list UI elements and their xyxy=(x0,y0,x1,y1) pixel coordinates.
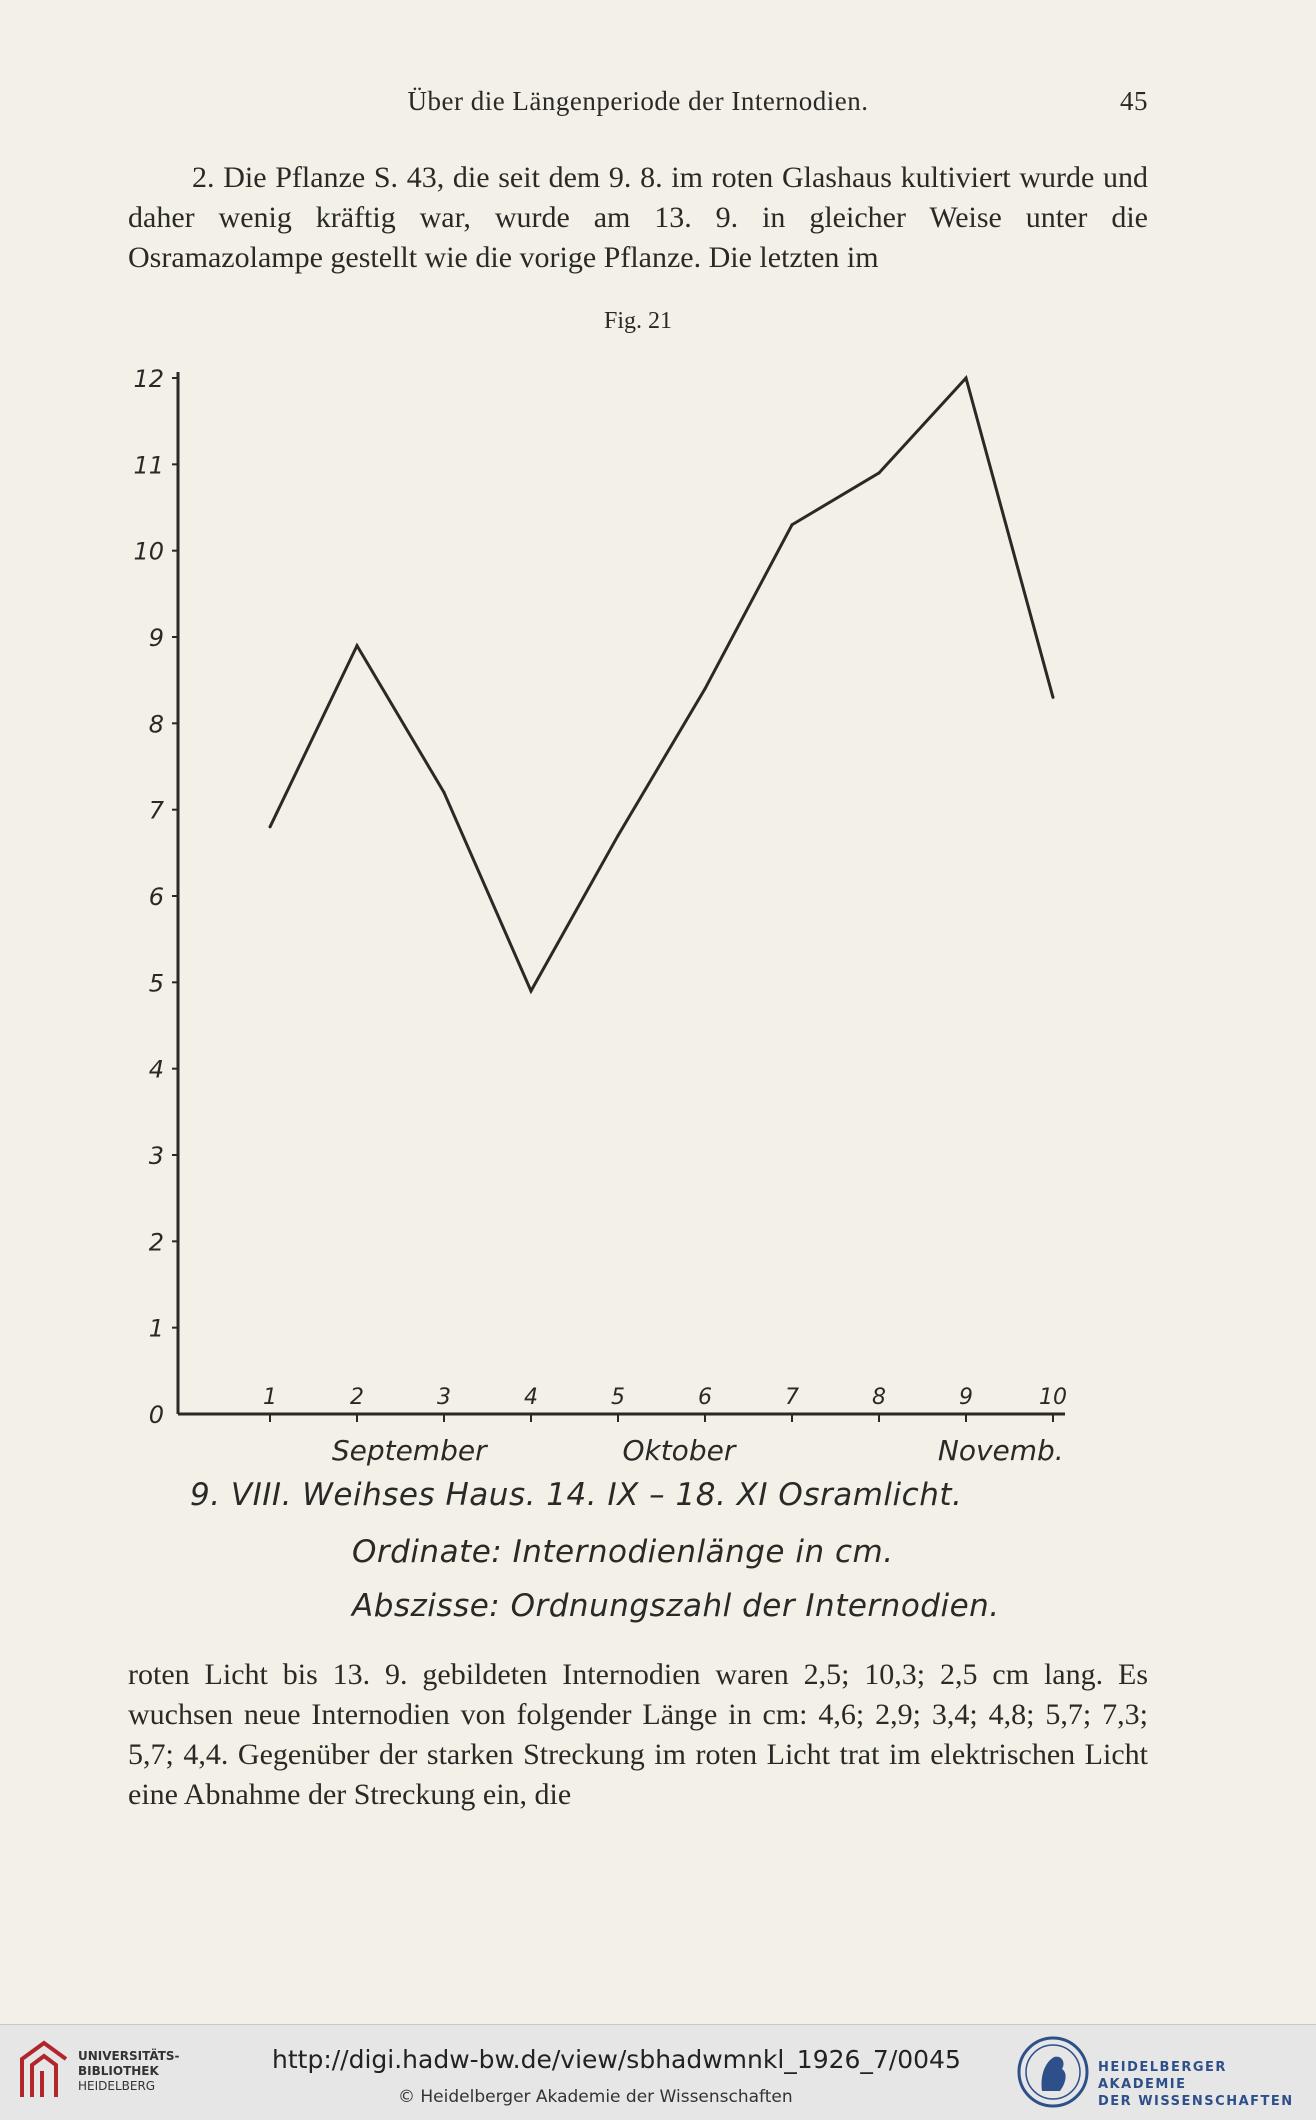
y-tick-label: 1 xyxy=(148,1314,164,1343)
y-tick-label: 6 xyxy=(148,883,164,911)
month-labels xyxy=(332,1434,1064,1467)
data-point xyxy=(530,989,533,992)
data-point xyxy=(617,834,620,837)
data-point xyxy=(791,523,794,526)
data-point xyxy=(704,687,707,690)
data-point xyxy=(443,791,446,794)
paragraph-bottom xyxy=(128,1655,1148,1815)
month-label: September xyxy=(331,1434,487,1467)
library-name-line-1: UNIVERSITÄTS- xyxy=(78,2049,180,2063)
paragraph-top-text: 2. Die Pflanze S. 43, die seit dem 9. 8. im roten Glashaus kultiviert wurde und daher wenig kräftig war, wurde am 13. 9. in gleicher Weise unter die Osramazolampe gestellt wie die vorige Pflanze. Die letzten im xyxy=(128,161,1148,274)
y-tick-label: 2 xyxy=(148,1228,164,1257)
data-point xyxy=(965,377,968,380)
permalink-url[interactable]: http://digi.hadw-bw.de/view/sbhadwmnkl_1926_7/0045 xyxy=(272,2045,961,2074)
data-point xyxy=(356,644,359,647)
library-name-line-3: HEIDELBERG xyxy=(78,2079,156,2093)
y-tick-label: 3 xyxy=(148,1142,164,1170)
chart-axes xyxy=(178,372,1065,1414)
month-label: Oktober xyxy=(622,1434,736,1467)
x-tick-label: 2 xyxy=(350,1385,364,1410)
y-tick-label: 11 xyxy=(133,451,164,480)
x-tick-label: 5 xyxy=(611,1385,625,1410)
paragraph-bottom-text: roten Licht bis 13. 9. gebildeten Internodien waren 2,5; 10,3; 2,5 cm lang. Es wuchsen neue Internodien von folgender Länge in cm: 4,6; 2,9; 3,4; 4,8; 5,7; 7,3; 5,7; 4,4. Gegenüber der starken Streckung im roten Licht trat im elektrischen Licht eine Abnahme der Streckung ein, die xyxy=(128,1658,1148,1811)
academy-seal-icon xyxy=(1016,2033,1090,2111)
library-name xyxy=(78,2049,180,2094)
x-tick-label: 7 xyxy=(785,1385,799,1410)
y-tick-label: 5 xyxy=(148,969,164,998)
page-number: 45 xyxy=(1120,86,1148,116)
data-point xyxy=(1052,696,1055,699)
caption-line-3 xyxy=(352,1588,1316,1624)
library-name-line-2: BIBLIOTHEK xyxy=(78,2064,159,2078)
data-point xyxy=(878,471,881,474)
x-tick-label: 1 xyxy=(263,1385,277,1410)
y-tick-label: 12 xyxy=(133,365,164,393)
x-tick-label: 6 xyxy=(698,1385,712,1410)
x-tick-label: 9 xyxy=(959,1385,973,1410)
x-tick-label: 4 xyxy=(524,1385,538,1410)
x-tick-label: 8 xyxy=(872,1385,886,1410)
x-tick-label: 3 xyxy=(437,1385,451,1410)
academy-name-line-1: HEIDELBERGER AKADEMIE xyxy=(1098,2060,1227,2092)
caption-line-2 xyxy=(352,1534,1316,1570)
running-title: Über die Längenperiode der Internodien. xyxy=(407,86,869,116)
y-tick-label: 9 xyxy=(148,624,164,652)
caption-line-2-text: Ordinate: Internodienlänge in cm. xyxy=(352,1534,894,1570)
y-tick-label: 4 xyxy=(148,1055,164,1084)
x-tick-label: 10 xyxy=(1039,1385,1067,1410)
y-tick-label: 7 xyxy=(148,796,164,825)
month-label: Novemb. xyxy=(937,1434,1064,1467)
data-point xyxy=(269,825,272,828)
library-logo-icon xyxy=(14,2037,74,2107)
y-tick-label: 8 xyxy=(148,710,164,739)
caption-line-1 xyxy=(190,1477,1210,1513)
series-line xyxy=(270,378,1053,991)
y-tick-label: 10 xyxy=(133,537,164,566)
footer-bar xyxy=(0,2024,1316,2120)
caption-line-3-text: Abszisse: Ordnungszahl der Internodien. xyxy=(352,1588,1000,1624)
figure-label: Fig. 21 xyxy=(603,308,672,334)
y-tick-label: 0 xyxy=(148,1401,164,1429)
x-axis-ticks xyxy=(263,1385,1067,1422)
y-axis-ticks xyxy=(133,365,178,1429)
caption-line-1-text: 9. VIII. Weihses Haus. 14. IX – 18. XI Osramlicht. xyxy=(190,1477,963,1513)
academy-name-line-2: DER WISSENSCHAFTEN xyxy=(1098,2094,1294,2109)
copyright-notice: © Heidelberger Akademie der Wissenschaften xyxy=(398,2087,793,2107)
academy-name xyxy=(1098,2059,1316,2110)
chart-series xyxy=(269,377,1055,993)
